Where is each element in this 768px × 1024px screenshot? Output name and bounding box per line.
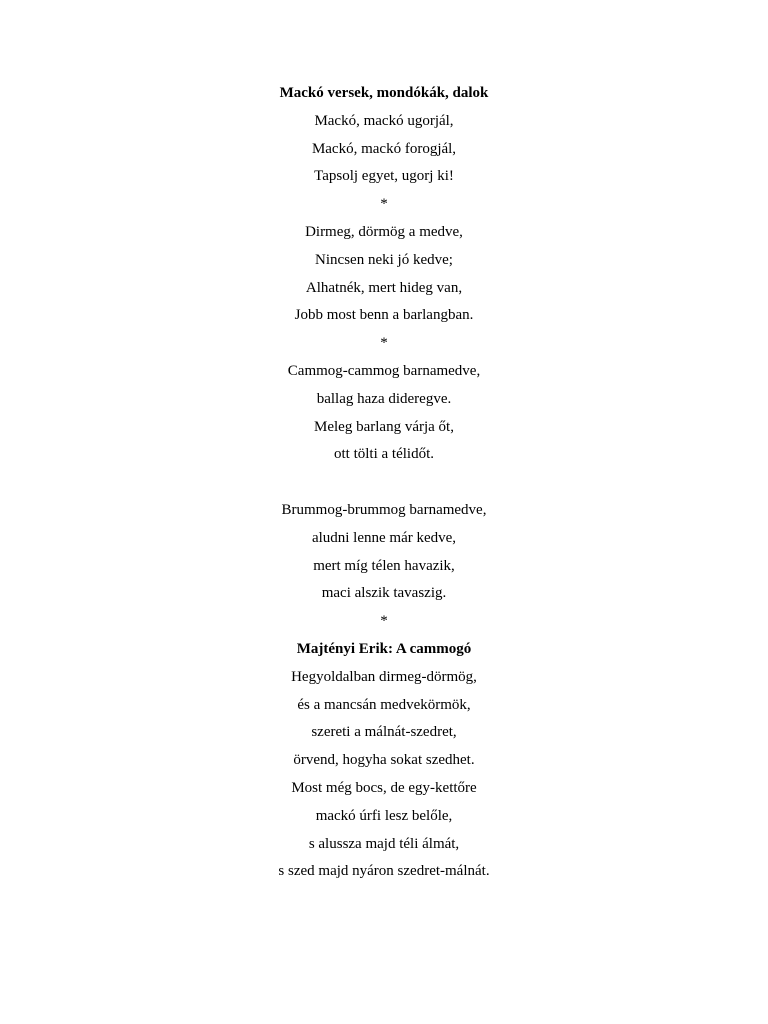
text-line: s szed majd nyáron szedret-málnát. — [278, 863, 490, 880]
text-line: Most még bocs, de egy-kettőre — [291, 779, 477, 796]
text-line: szereti a málnát-szedret, — [311, 724, 457, 741]
separator-asterisk: * — [380, 613, 388, 630]
text-line: Mackó, mackó ugorjál, — [314, 112, 454, 129]
text-line: mert míg télen havazik, — [313, 557, 455, 574]
text-line: s alussza majd téli álmát, — [308, 835, 460, 852]
text-line: Cammog-cammog barnamedve, — [287, 362, 481, 379]
blank-line — [0, 469, 768, 497]
text-line: ballag haza dideregve. — [316, 390, 452, 407]
text-line: aludni lenne már kedve, — [311, 529, 457, 546]
text-line: Tapsolj egyet, ugorj ki! — [314, 168, 454, 185]
text-line: Dirmeg, dörmög a medve, — [305, 223, 463, 240]
text-line: örvend, hogyha sokat szedhet. — [293, 752, 475, 769]
text-line: mackó úrfi lesz belőle, — [315, 807, 453, 824]
separator-asterisk: * — [380, 335, 388, 352]
text-line: Mackó, mackó forogjál, — [311, 140, 457, 157]
text-line: maci alszik tavaszig. — [321, 585, 447, 602]
poem-title: Majtényi Erik: A cammogó — [296, 640, 472, 657]
document-title: Mackó versek, mondókák, dalok — [279, 85, 489, 101]
poem-text-block — [0, 80, 768, 886]
text-line: Brummog-brummog barnamedve, — [281, 501, 487, 518]
text-line: Jobb most benn a barlangban. — [294, 307, 474, 324]
text-line: Nincsen neki jó kedve; — [315, 251, 453, 268]
separator-asterisk: * — [380, 196, 388, 213]
text-line: ott tölti a télidőt. — [334, 446, 434, 463]
text-line: Hegyoldalban dirmeg-dörmög, — [291, 668, 477, 685]
text-line: Meleg barlang várja őt, — [314, 418, 454, 435]
text-line: és a mancsán medvekörmök, — [297, 696, 471, 713]
text-line: Alhatnék, mert hideg van, — [305, 279, 463, 296]
